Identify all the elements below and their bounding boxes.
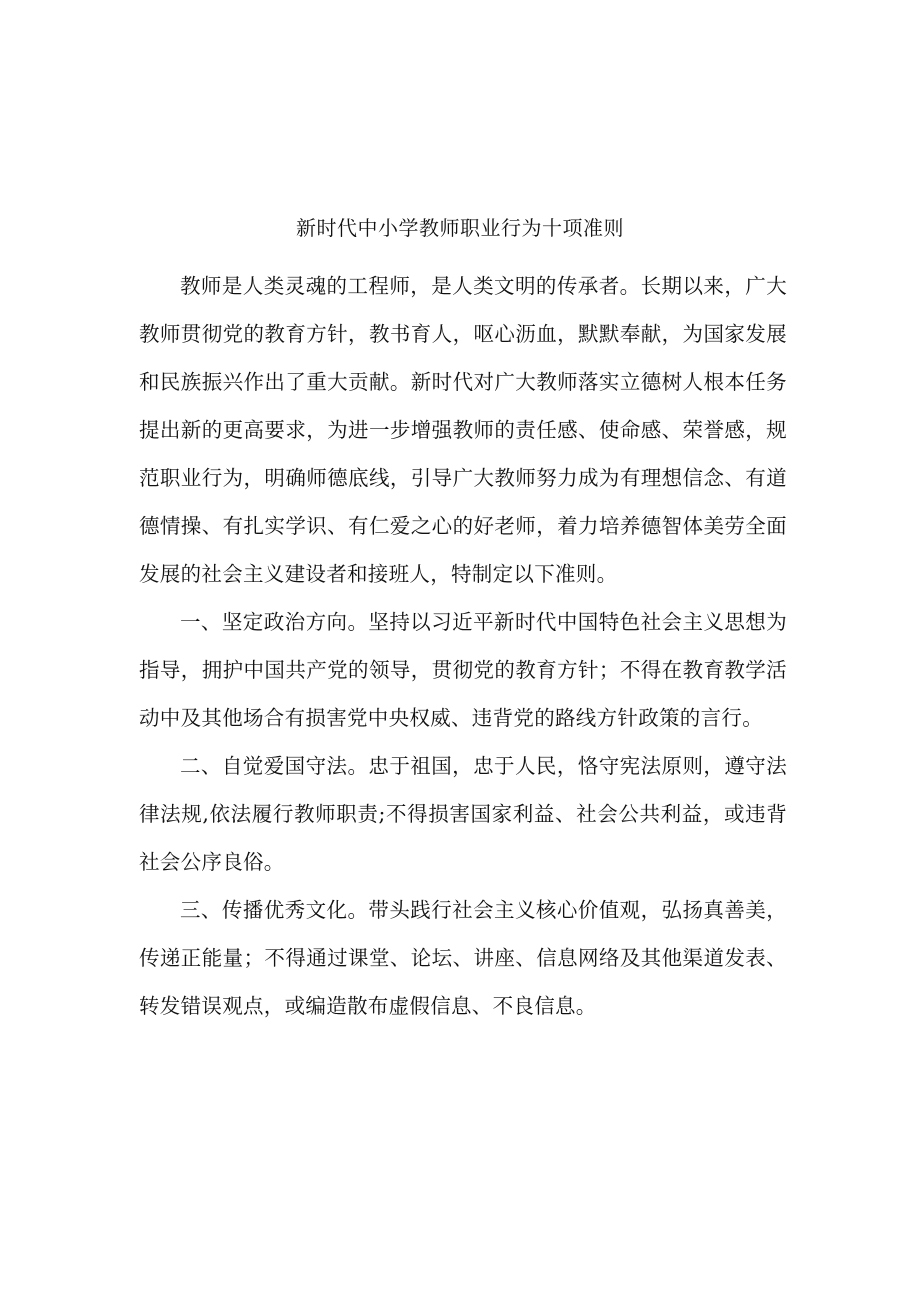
rule-paragraph-1: 一、坚定政治方向。坚持以习近平新时代中国特色社会主义思想为指导，拥护中国共产党的领导，贯彻党的教育方针；不得在教育教学活动中及其他场合有损害党中央权威、违背党的路线方针政策的言行。 (139, 610, 787, 730)
rule-paragraph-2: 二、自觉爱国守法。忠于祖国，忠于人民，恪守宪法原则，遵守法律法规,依法履行教师职责;不得损害国家利益、社会公共利益，或违背社会公序良俗。 (139, 754, 787, 874)
document-body (139, 262, 787, 1030)
rule-paragraph-3: 三、传播优秀文化。带头践行社会主义核心价值观，弘扬真善美，传递正能量；不得通过课堂、论坛、讲座、信息网络及其他渠道发表、转发错误观点，或编造散布虚假信息、不良信息。 (139, 898, 787, 1018)
document-title: 新时代中小学教师职业行为十项准则 (296, 216, 624, 240)
intro-paragraph: 教师是人类灵魂的工程师，是人类文明的传承者。长期以来，广大教师贯彻党的教育方针，教书育人，呕心沥血，默默奉献，为国家发展和民族振兴作出了重大贡献。新时代对广大教师落实立德树人根本任务提出新的更高要求，为进一步增强教师的责任感、使命感、荣誉感，规范职业行为，明确师德底线，引导广大教师努力成为有理想信念、有道德情操、有扎实学识、有仁爱之心的好老师，着力培养德智体美劳全面发展的社会主义建设者和接班人，特制定以下准则。 (139, 274, 787, 586)
